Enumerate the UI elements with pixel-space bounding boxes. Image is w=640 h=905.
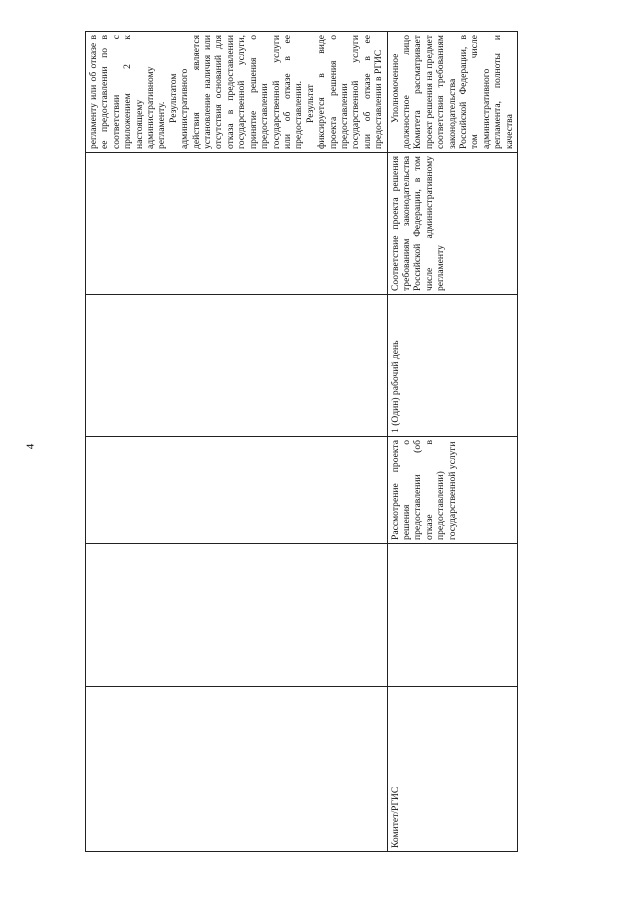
table-cell xyxy=(86,687,388,852)
result-text: регламенту или об отказе в ее предоставлении по в соответствии с приложением 2 к настоящему административному регламенту. xyxy=(88,35,168,149)
table-row xyxy=(86,32,388,852)
rotated-table-page xyxy=(85,32,585,852)
page-number: 4 xyxy=(24,443,37,449)
table-cell-place: Комитет/РГИС xyxy=(387,687,517,852)
table-cell-result xyxy=(387,32,517,153)
result-text: Уполномоченное должностное лицо Комитета рассматривает проект решения на предмет соответствия требованиям законодательства Российской Федерации, в том числе административного регламента, полноты и качества xyxy=(389,35,515,149)
table-cell-result xyxy=(86,32,388,153)
table-cell xyxy=(86,544,388,687)
table-cell-procedure: Рассмотрение проекта решения о предоставлении (об отказе в предоставлении) государственной услуги xyxy=(387,437,517,544)
table-cell xyxy=(86,437,388,544)
table-row xyxy=(387,32,517,852)
table-cell-criteria: Соответствие проекта решения требованиям законодательства Российской Федерации, в том числе административному регламенту xyxy=(387,153,517,295)
table-cell xyxy=(86,153,388,295)
table-cell-term: 1 (Один) рабочий день xyxy=(387,295,517,437)
table-cell xyxy=(387,544,517,687)
procedure-table xyxy=(85,31,518,852)
table-cell xyxy=(86,295,388,437)
result-text: Результатом административного действия является установление наличия или отсутствия оснований для отказа в предоставлении государственной услуги, принятие решения о предоставлении государственной услуги или об отказе в ее предоставлении. xyxy=(167,35,305,149)
result-text: Результат фиксируется в виде проекта решения о предоставлении государственной услуги или об отказе в ее предоставлении в РГИС xyxy=(304,35,385,149)
